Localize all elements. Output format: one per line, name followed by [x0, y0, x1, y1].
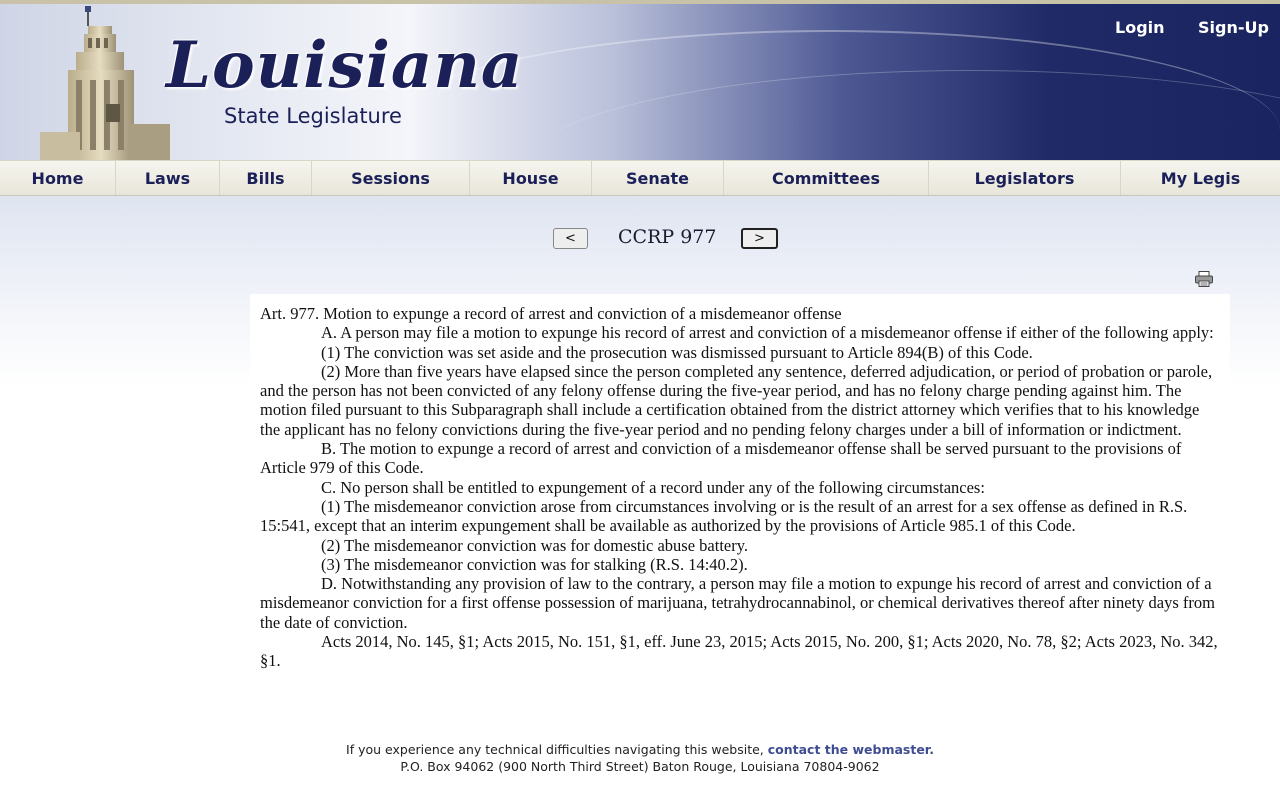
nav-item-house[interactable]: House	[470, 161, 592, 195]
footer-help-line	[0, 742, 1280, 757]
law-heading: Art. 977. Motion to expunge a record of arrest and conviction of a misdemeanor offense	[260, 304, 842, 323]
law-paragraph: B. The motion to expunge a record of arrest and conviction of a misdemeanor offense shall be served pursuant to the provisions of Article 979 of this Code.	[260, 439, 1182, 478]
header-top-line	[0, 0, 1280, 4]
contact-webmaster-link[interactable]: contact the webmaster.	[767, 742, 934, 757]
nav-item-sessions[interactable]: Sessions	[312, 161, 470, 195]
nav-item-legislators[interactable]: Legislators	[929, 161, 1121, 195]
law-history-note: Acts 2014, No. 145, §1; Acts 2015, No. 151, §1, eff. June 23, 2015; Acts 2015, No. 200, §1; Acts 2020, No. 78, §2; Acts 2023, No. 342, §1.	[260, 632, 1218, 671]
footer-address: P.O. Box 94062 (900 North Third Street) Baton Rouge, Louisiana 70804-9062	[400, 759, 880, 774]
law-text-panel	[250, 294, 1230, 734]
law-paragraph: C. No person shall be entitled to expungement of a record under any of the following circumstances:	[321, 477, 985, 497]
law-paragraph: (3) The misdemeanor conviction was for stalking (R.S. 14:40.2).	[321, 554, 748, 574]
nav-item-senate[interactable]: Senate	[592, 161, 724, 195]
law-text	[260, 304, 1220, 671]
signup-link[interactable]: Sign-Up	[1198, 18, 1269, 37]
next-document-button[interactable]: >	[741, 228, 778, 249]
nav-item-bills[interactable]: Bills	[220, 161, 312, 195]
capitol-building-image	[30, 4, 170, 160]
main-nav	[0, 160, 1280, 196]
login-link[interactable]: Login	[1115, 18, 1165, 37]
document-title: CCRP 977	[618, 226, 717, 248]
law-paragraph: (2) More than five years have elapsed since the person completed any sentence, deferred adjudication, or period of probation or parole, and the person has not been convicted of any felony offense during the five-year period, and has no felony charge pending against him. The motion filed pursuant to this Subparagraph shall include a certification obtained from the district attorney which verifies that to his knowledge the applicant has no felony convictions during the five-year period and no pending felony charges under a bill of information or indictment.	[260, 361, 1213, 439]
site-logo-subtitle[interactable]: State Legislature	[224, 104, 402, 128]
law-paragraph: A. A person may file a motion to expunge his record of arrest and conviction of a misdemeanor offense if either of the following apply:	[321, 323, 1214, 343]
law-paragraph: D. Notwithstanding any provision of law to the contrary, a person may file a motion to expunge his record of arrest and conviction of a misdemeanor conviction for a first offense possession of marijuana, tetrahydrocannabinol, or chemical derivatives thereof after ninety days from the date of conviction.	[260, 574, 1215, 632]
nav-item-home[interactable]: Home	[0, 161, 116, 195]
nav-item-my-legis[interactable]: My Legis	[1121, 161, 1280, 195]
site-header	[0, 0, 1280, 160]
law-paragraph: (1) The conviction was set aside and the prosecution was dismissed pursuant to Article 894(B) of this Code.	[321, 342, 1033, 362]
printer-icon[interactable]	[1195, 271, 1213, 287]
previous-document-button[interactable]: <	[553, 228, 588, 249]
law-paragraph: (1) The misdemeanor conviction arose from circumstances involving or is the result of an arrest for a sex offense as defined in R.S. 15:541, except that an interim expungement shall be available as authorized by the provisions of Article 985.1 of this Code.	[260, 496, 1188, 536]
nav-item-committees[interactable]: Committees	[724, 161, 929, 195]
law-paragraph: (2) The misdemeanor conviction was for domestic abuse battery.	[321, 535, 749, 555]
nav-item-laws[interactable]: Laws	[116, 161, 220, 195]
site-logo-title[interactable]: Louisiana	[166, 28, 524, 103]
footer-help-text: If you experience any technical difficulties navigating this website,	[346, 742, 768, 757]
